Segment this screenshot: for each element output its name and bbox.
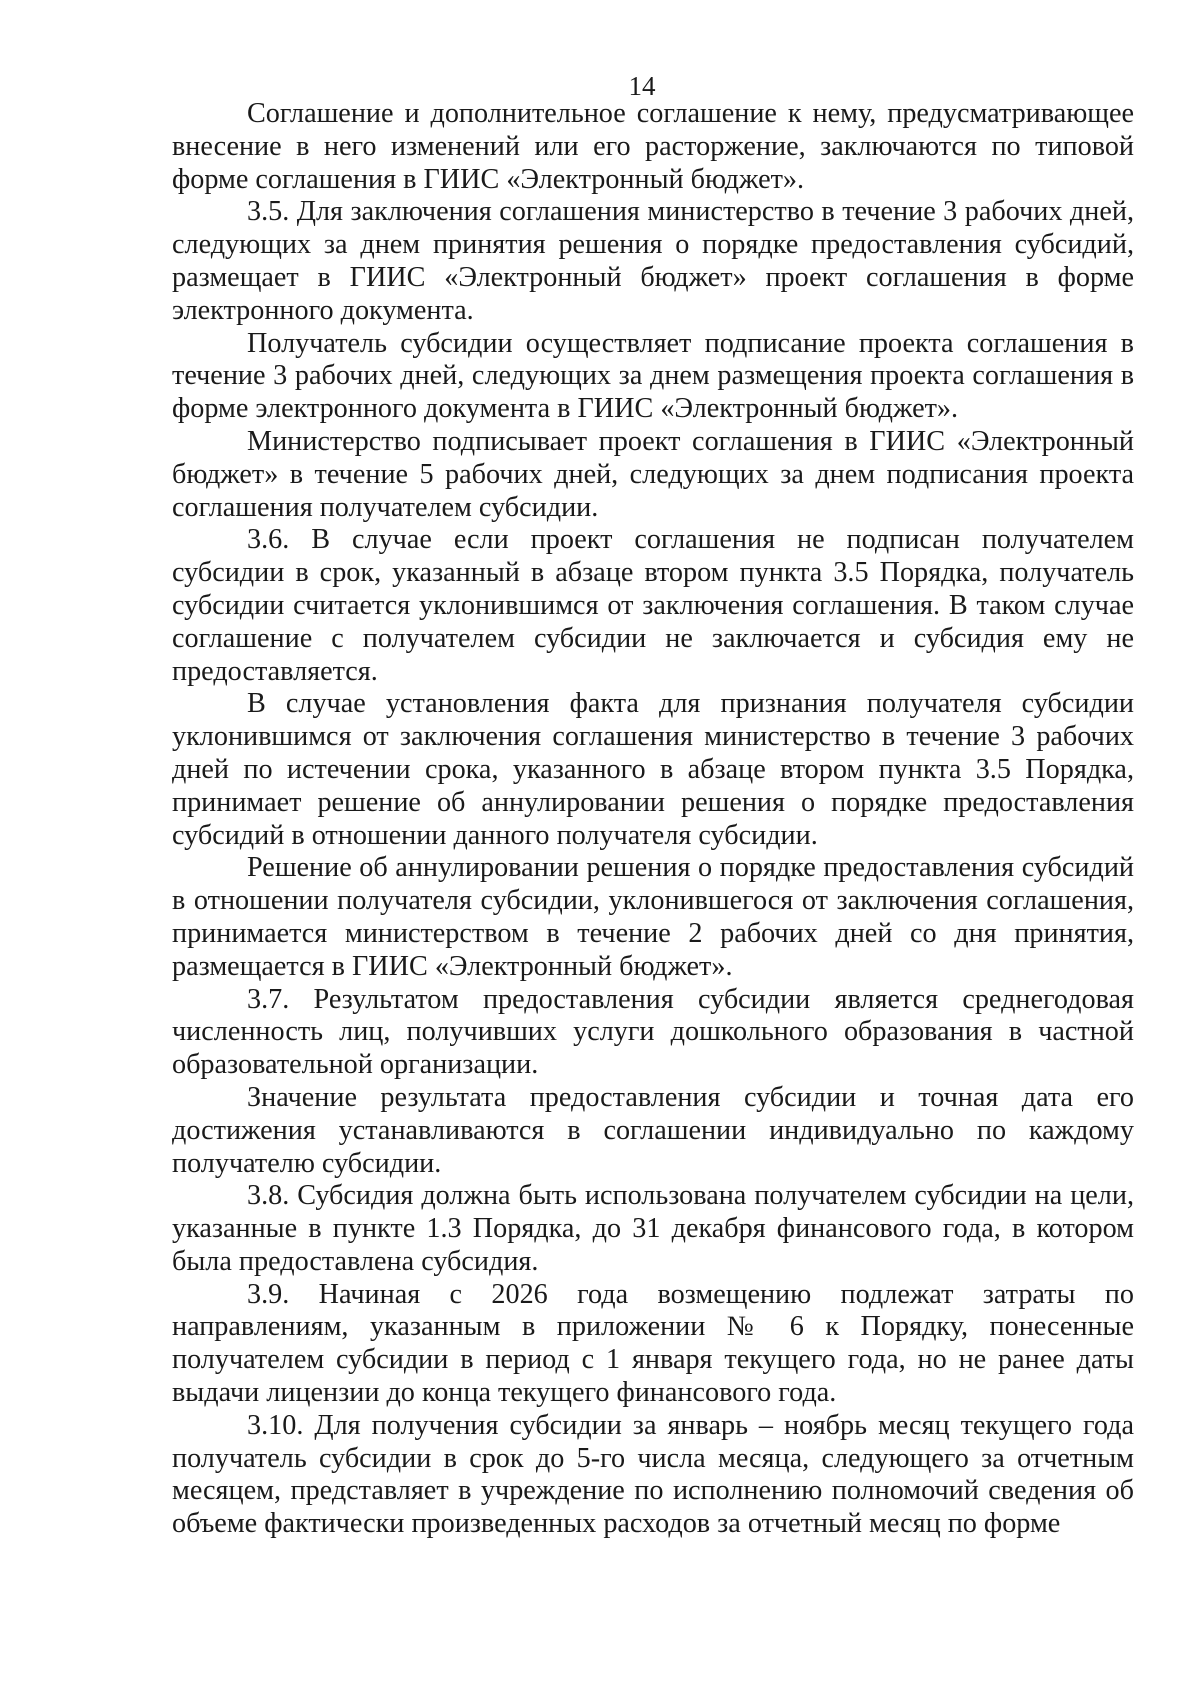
- paragraph-3-5: 3.5. Для заключения соглашения министерство в течение 3 рабочих дней, следующих за днем принятия решения о порядке предоставления субсидий, размещает в ГИИС «Электронный бюджет» проект соглашения в форме электронного документа.: [172, 196, 1134, 326]
- paragraph-annulment-decision: Решение об аннулировании решения о порядке предоставления субсидий в отношении получателя субсидии, уклонившегося от заключения соглашения, принимается министерством в течение 2 рабочих дней со дня принятия, размещается в ГИИС «Электронный бюджет».: [172, 852, 1134, 982]
- paragraph-agreement-form: Соглашение и дополнительное соглашение к нему, предусматривающее внесение в него изменений или его расторжение, заключаются по типовой форме соглашения в ГИИС «Электронный бюджет».: [172, 98, 1134, 195]
- paragraph-3-8: 3.8. Субсидия должна быть использована получателем субсидии на цели, указанные в пункте 1.3 Порядка, до 31 декабря финансового года, в котором была предоставлена субсидия.: [172, 1180, 1134, 1277]
- paragraph-evasion-fact: В случае установления факта для признания получателя субсидии уклонившимся от заключения соглашения министерство в течение 3 рабочих дней по истечении срока, указанного в абзаце втором пункта 3.5 Порядка, принимает решение об аннулировании решения о порядке предоставления субсидий в отношении данного получателя субсидии.: [172, 688, 1134, 851]
- paragraph-ministry-signing: Министерство подписывает проект соглашения в ГИИС «Электронный бюджет» в течение 5 рабочих дней, следующих за днем подписания проекта соглашения получателем субсидии.: [172, 425, 1134, 523]
- page-number: 14: [628, 71, 656, 101]
- document-body: [172, 98, 1134, 1541]
- paragraph-3-9: 3.9. Начиная с 2026 года возмещению подлежат затраты по направлениям, указанным в приложении № 6 к Порядку, понесенные получателем субсидии в период с 1 января текущего года, но не ранее даты выдачи лицензии до конца текущего финансового года.: [172, 1278, 1134, 1409]
- paragraph-3-6: 3.6. В случае если проект соглашения не подписан получателем субсидии в срок, указанный в абзаце втором пункта 3.5 Порядка, получатель субсидии считается уклонившимся от заключения соглашения. В таком случае соглашение с получателем субсидии не заключается и субсидия ему не предоставляется.: [172, 524, 1134, 687]
- paragraph-result-value: Значение результата предоставления субсидии и точная дата его достижения устанавливаются в соглашении индивидуально по каждому получателю субсидии.: [172, 1081, 1134, 1179]
- paragraph-recipient-signing: Получатель субсидии осуществляет подписание проекта соглашения в течение 3 рабочих дней, следующих за днем размещения проекта соглашения в форме электронного документа в ГИИС «Электронный бюджет».: [172, 327, 1134, 425]
- paragraph-3-7: 3.7. Результатом предоставления субсидии является среднегодовая численность лиц, получивших услуги дошкольного образования в частной образовательной организации.: [172, 983, 1134, 1081]
- paragraph-3-10: 3.10. Для получения субсидии за январь – ноябрь месяц текущего года получатель субсидии в срок до 5-го числа месяца, следующего за отчетным месяцем, представляет в учреждение по исполнению полномочий сведения об объеме фактически произведенных расходов за отчетный месяц по форме: [172, 1409, 1134, 1540]
